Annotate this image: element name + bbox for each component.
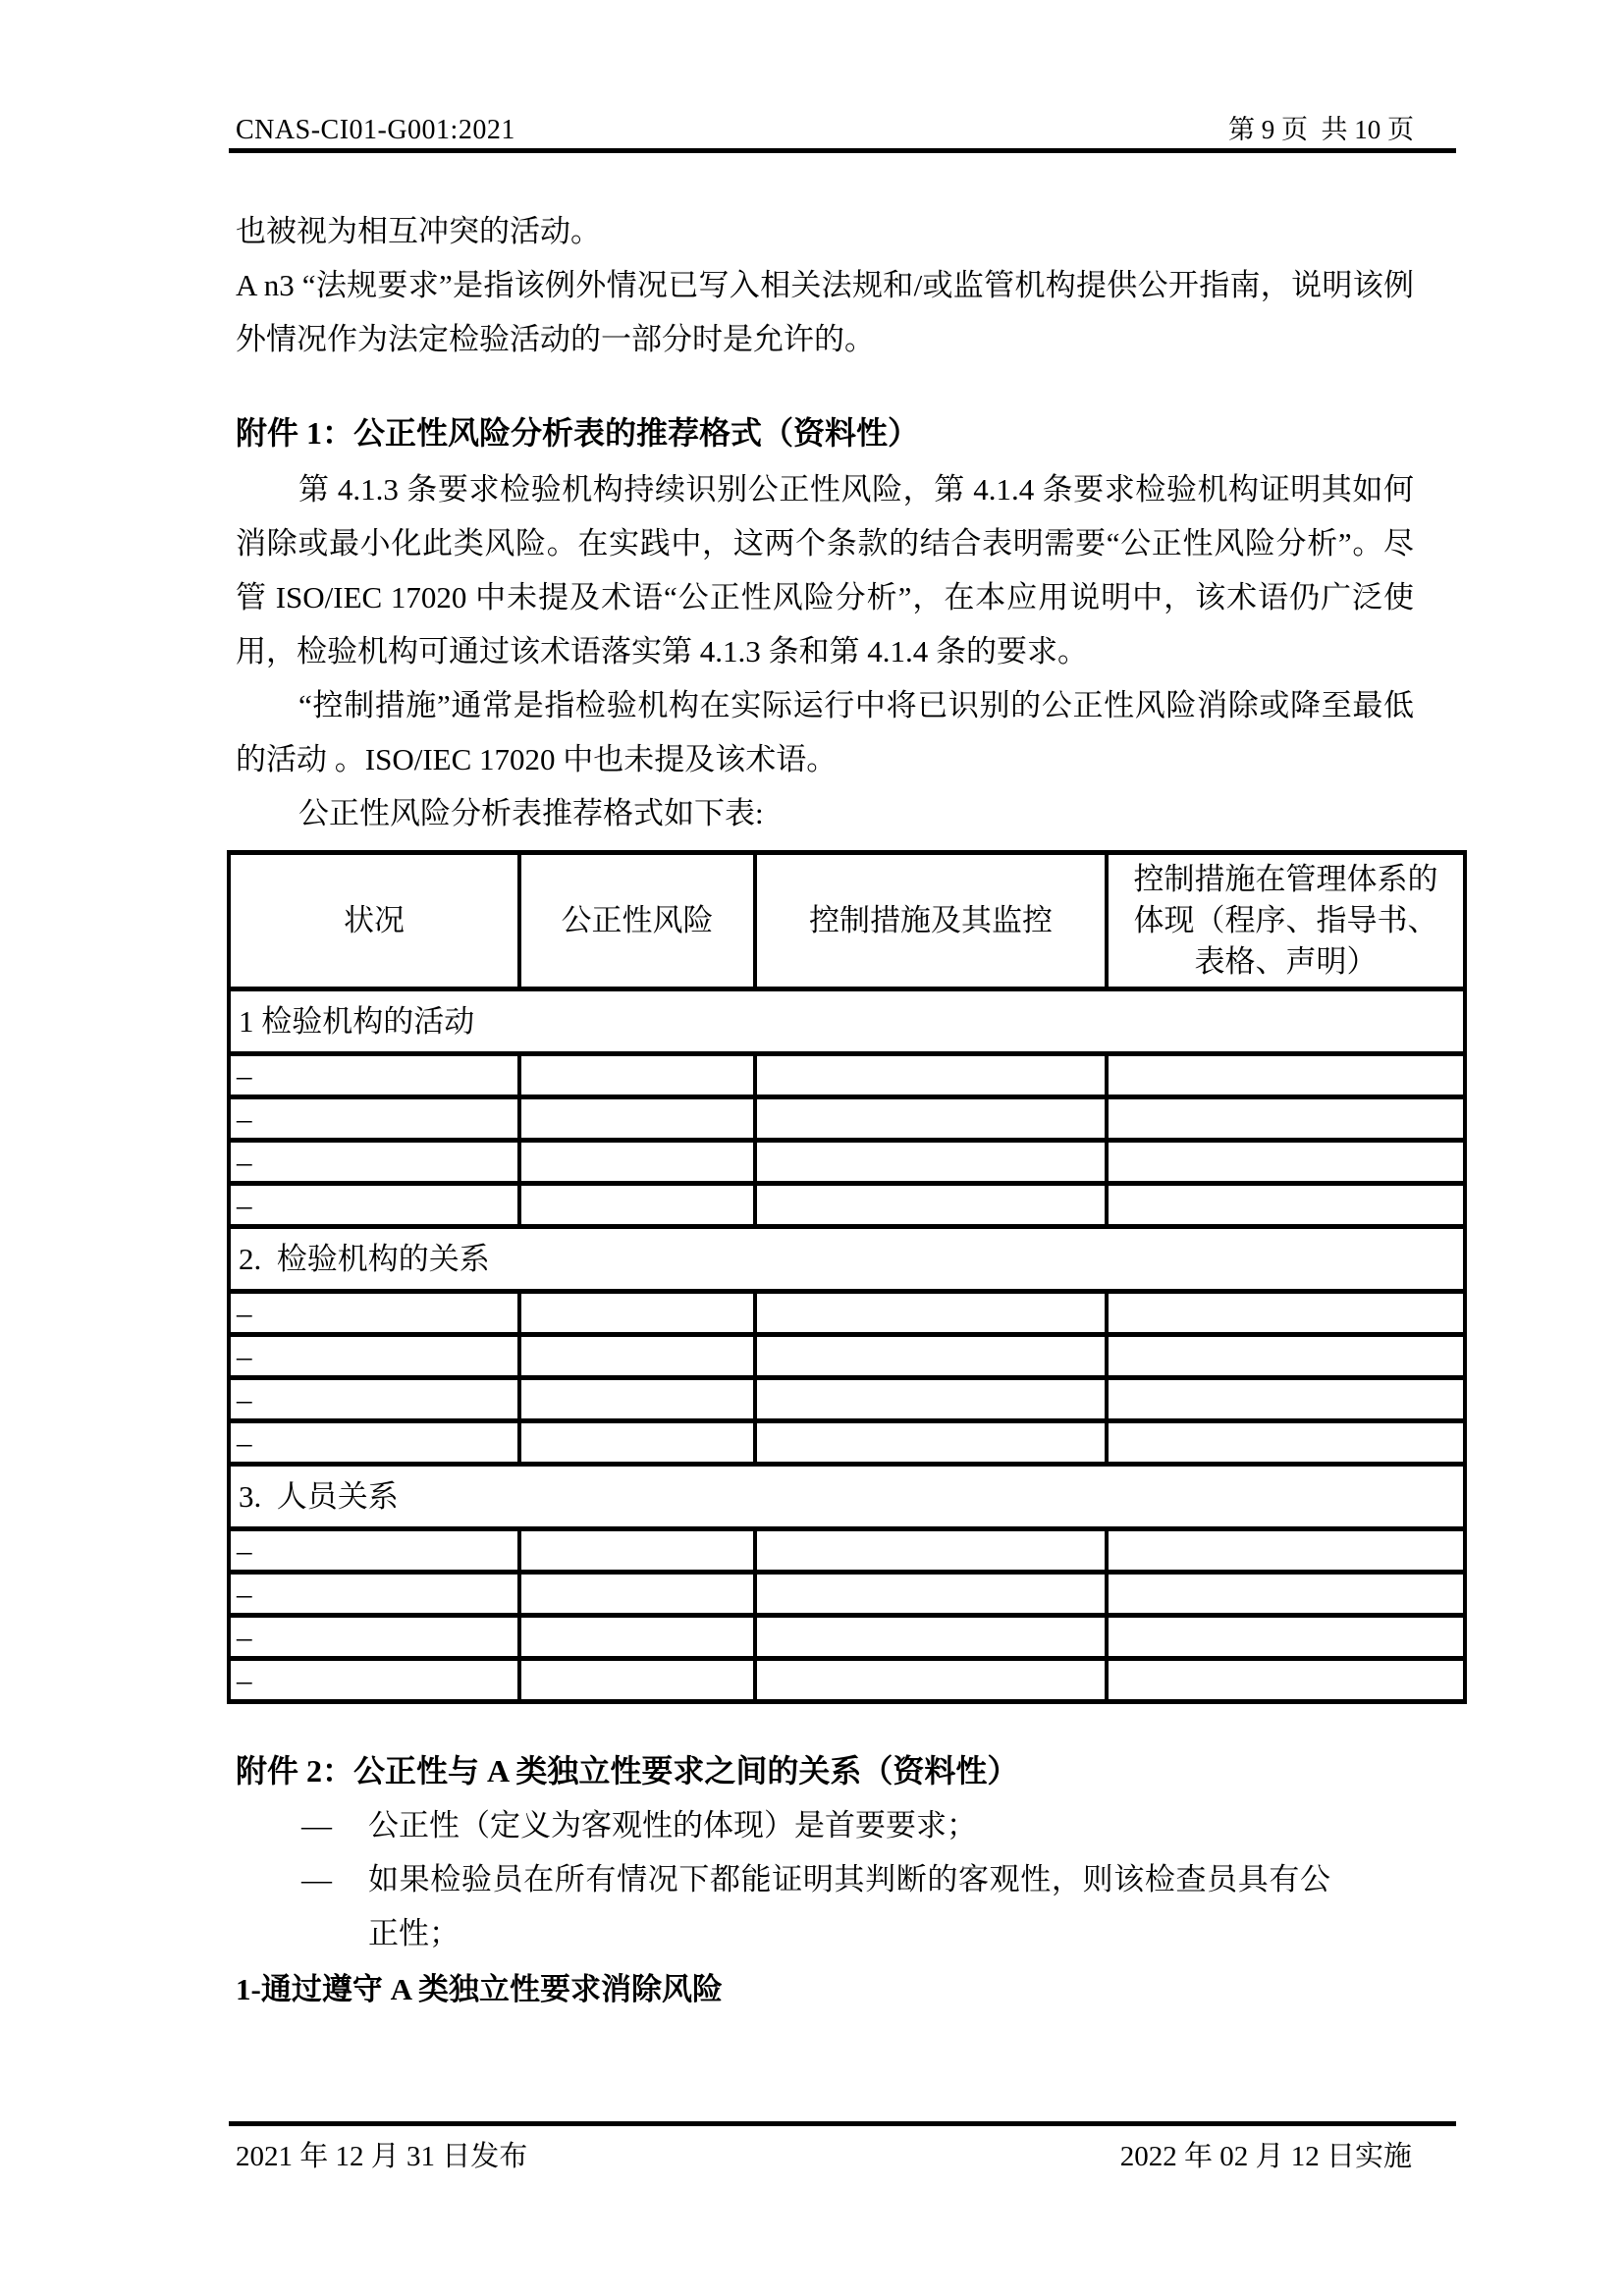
cell-system	[1107, 1141, 1465, 1184]
cell-situation: –	[229, 1378, 519, 1421]
cell-risk	[519, 1141, 755, 1184]
table-row	[229, 1292, 1465, 1335]
cell-control	[755, 1141, 1107, 1184]
cell-control	[755, 1659, 1107, 1702]
table-row	[229, 1421, 1465, 1465]
annex1-title: 附件 1：公正性风险分析表的推荐格式（资料性）	[236, 415, 920, 451]
col-header-risk: 公正性风险	[519, 853, 755, 989]
table-row	[229, 1616, 1465, 1659]
table-header-row	[229, 853, 1465, 989]
cell-situation: –	[229, 1659, 519, 1702]
cell-control	[755, 1054, 1107, 1097]
cell-system	[1107, 1054, 1465, 1097]
cell-risk	[519, 1529, 755, 1573]
annex1-paragraph-3: 公正性风险分析表推荐格式如下表:	[298, 796, 764, 830]
table-row	[229, 1573, 1465, 1616]
section-label-activities: 1 检验机构的活动	[229, 989, 1465, 1054]
table-row	[229, 1097, 1465, 1141]
cell-control	[755, 1616, 1107, 1659]
table-row	[229, 1184, 1465, 1227]
cell-situation: –	[229, 1573, 519, 1616]
section-row-relationships	[229, 1227, 1465, 1292]
cell-risk	[519, 1616, 755, 1659]
cell-control	[755, 1335, 1107, 1378]
bullet-item	[301, 1798, 1414, 1852]
cell-situation: –	[229, 1421, 519, 1465]
cell-system	[1107, 1378, 1465, 1421]
bullet-text: 公正性（定义为客观性的体现）是首要要求；	[368, 1808, 977, 1842]
cell-situation: –	[229, 1141, 519, 1184]
section-row-activities	[229, 989, 1465, 1054]
bullet-dash: —	[301, 1862, 332, 1896]
cell-control	[755, 1184, 1107, 1227]
cell-system	[1107, 1529, 1465, 1573]
paragraph-conflict: 也被视为相互冲突的活动。	[236, 214, 601, 248]
cell-control	[755, 1292, 1107, 1335]
cell-situation: –	[229, 1097, 519, 1141]
page-number: 第 9 页 共 10 页	[1228, 115, 1414, 144]
cell-situation: –	[229, 1335, 519, 1378]
cell-situation: –	[229, 1054, 519, 1097]
cell-system	[1107, 1659, 1465, 1702]
annex1-paragraph-1: 第 4.1.3 条要求检验机构持续识别公正性风险，第 4.1.4 条要求检验机构证明其如何消除或最小化此类风险。在实践中，这两个条款的结合表明需要“公正性风险分析”。尽管 ISO/IEC 17020 中未提及术语“公正性风险分析”，在本应用说明中，该术语仍广泛使用，检验机构可通过该术语落实第 4.1.3 条和第 4.1.4 条的要求。	[236, 472, 1414, 668]
document-body	[236, 153, 1438, 2016]
col-header-control: 控制措施及其监控	[755, 853, 1107, 989]
cell-control	[755, 1421, 1107, 1465]
table-row	[229, 1378, 1465, 1421]
bullet-text: 如果检验员在所有情况下都能证明其判断的客观性，则该检查员具有公正性；	[368, 1862, 1330, 1950]
cell-system	[1107, 1184, 1465, 1227]
cell-control	[755, 1573, 1107, 1616]
cell-control	[755, 1378, 1107, 1421]
cell-risk	[519, 1378, 755, 1421]
document-code: CNAS-CI01-G001:2021	[236, 115, 515, 145]
annex1-paragraph-2: “控制措施”通常是指检验机构在实际运行中将已识别的公正性风险消除或降至最低的活动 。ISO/IEC 17020 中也未提及该术语。	[236, 688, 1414, 776]
impartiality-risk-table	[227, 850, 1467, 1704]
table-row	[229, 1335, 1465, 1378]
cell-risk	[519, 1292, 755, 1335]
section-label-personnel: 3. 人员关系	[229, 1465, 1465, 1529]
footer-rule	[229, 2121, 1456, 2126]
release-date: 2021 年 12 月 31 日发布	[236, 2141, 528, 2172]
table-row	[229, 1141, 1465, 1184]
col-header-situation: 状况	[229, 853, 519, 989]
table-row	[229, 1529, 1465, 1573]
cell-situation: –	[229, 1292, 519, 1335]
cell-system	[1107, 1335, 1465, 1378]
cell-situation: –	[229, 1616, 519, 1659]
bullet-dash: —	[301, 1808, 332, 1842]
annex2-title: 附件 2：公正性与 A 类独立性要求之间的关系（资料性）	[236, 1753, 1019, 1789]
cell-control	[755, 1097, 1107, 1141]
annex2-bullet-list	[236, 1798, 1414, 1960]
implementation-date: 2022 年 02 月 12 日实施	[1119, 2141, 1412, 2172]
cell-system	[1107, 1097, 1465, 1141]
cell-situation: –	[229, 1529, 519, 1573]
paragraph-an3: A n3 “法规要求”是指该例外情况已写入相关法规和/或监管机构提供公开指南，说明该例外情况作为法定检验活动的一部分时是允许的。	[236, 268, 1414, 356]
cell-situation: –	[229, 1184, 519, 1227]
risk-elimination-heading: 1-通过遵守 A 类独立性要求消除风险	[236, 1972, 723, 2006]
table-row	[229, 1054, 1465, 1097]
cell-risk	[519, 1184, 755, 1227]
cell-system	[1107, 1573, 1465, 1616]
cell-risk	[519, 1097, 755, 1141]
bullet-item	[301, 1852, 1414, 1960]
cell-risk	[519, 1421, 755, 1465]
section-label-relationships: 2. 检验机构的关系	[229, 1227, 1465, 1292]
cell-system	[1107, 1421, 1465, 1465]
cell-risk	[519, 1659, 755, 1702]
cell-risk	[519, 1573, 755, 1616]
cell-risk	[519, 1054, 755, 1097]
cell-system	[1107, 1616, 1465, 1659]
col-header-system: 控制措施在管理体系的体现（程序、指导书、表格、声明）	[1107, 853, 1465, 989]
cell-system	[1107, 1292, 1465, 1335]
page-header	[236, 108, 1414, 146]
cell-control	[755, 1529, 1107, 1573]
cell-risk	[519, 1335, 755, 1378]
section-row-personnel	[229, 1465, 1465, 1529]
table-row	[229, 1659, 1465, 1702]
